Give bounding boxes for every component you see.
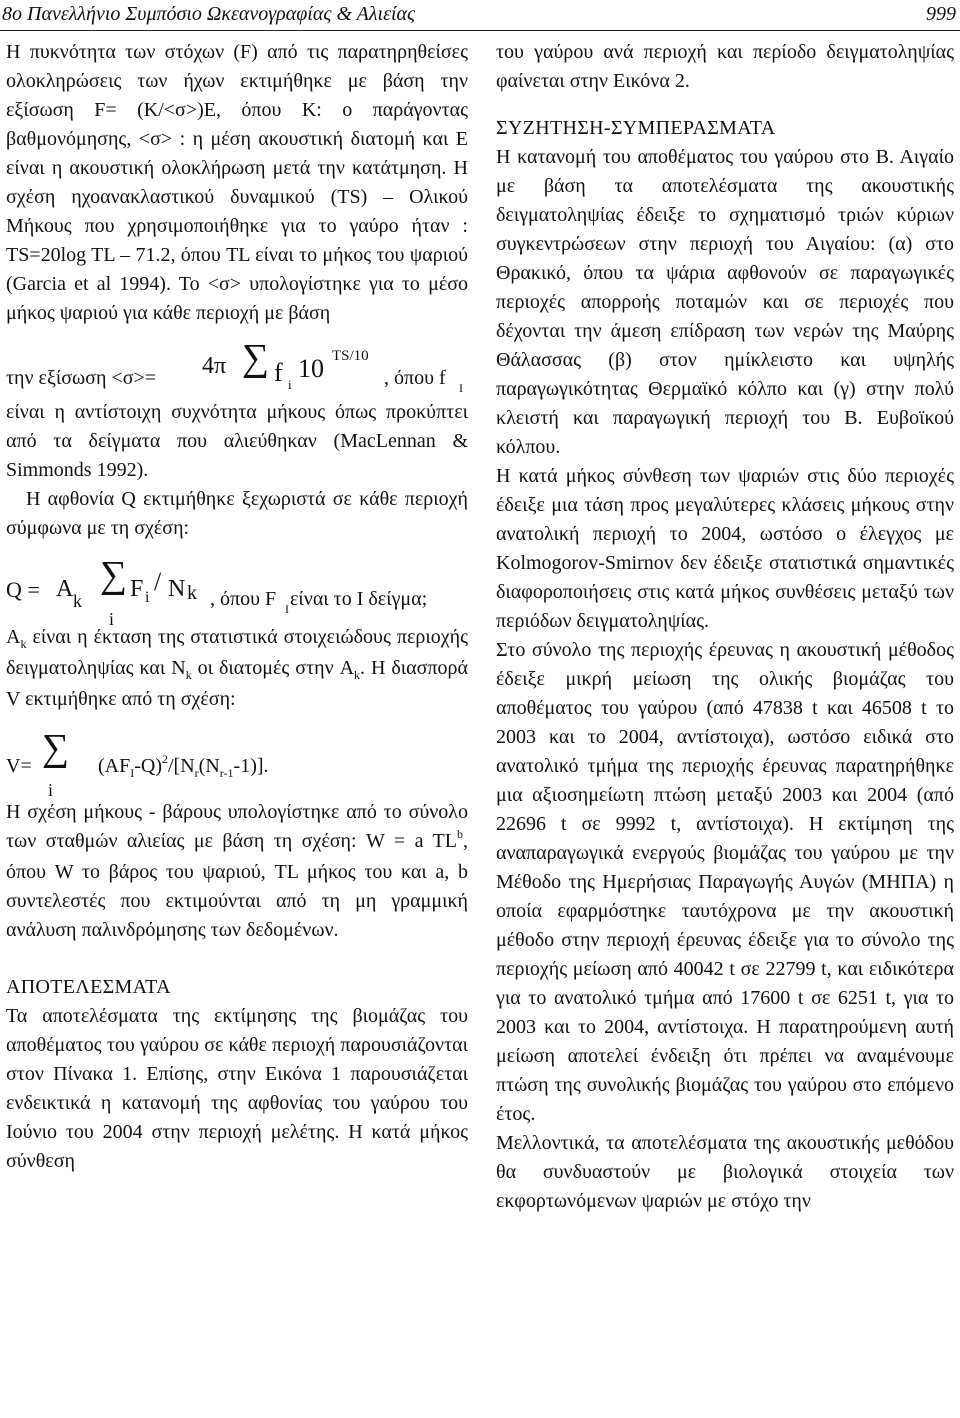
eq1-ten: 10 — [298, 354, 324, 383]
eq2-a-sub: k — [73, 591, 82, 611]
paragraph-fig2: του γαύρου ανά περιοχή και περίοδο δειγματοληψίας φαίνεται στην Εικόνα 2. — [496, 41, 954, 92]
eq1-prefix: την εξίσωση <σ>= — [6, 367, 157, 389]
text-transects: οι διατομές στην A — [191, 657, 355, 679]
equation-sigma — [6, 337, 468, 398]
eq1-4pi: 4π — [202, 353, 227, 379]
paragraph-length-weight — [6, 798, 468, 945]
eq1-f-sub: i — [288, 377, 292, 392]
eq2-suffix-sub: I — [285, 602, 289, 616]
eq1-suffix-sub: I — [459, 381, 463, 395]
paragraph-biomass: Στο σύνολο της περιοχής έρευνας η ακουστική μέθοδος έδειξε μικρή μείωση της ολικής βιομάζας του αποθέματος του γαύρου (από 47838 t και 46508 t το 2003 και το 2004, αντίστοιχα), ωστόσο ειδικά στο ανατολικό τμήμα της περιοχής έρευνας παρατηρήθηκε μια αξιοσημείωτη πτώση μεταξύ 2003 και 2004 (από 22696 t σε 9992 t, αντίστοιχα). Η εκτίμηση της αναπαραγωγικά ενεργούς βιομάζας του γαύρου με την Μέθοδο της Ημερήσιας Παραγωγής Αυγών (ΜΗΠΑ) η οποία εφαρμόστηκε ταυτόχρονα με την ακουστική μέθοδο στην περιοχή έρευνας έδειξε για το σύνολο της περιοχής μείωση από 40042 t σε 22799 t, και ειδικότερα για το ανατολικό τμήμα από 17600 t σε 6251 t, για το 2003 και το 2004, αντίστοιχα. Η παρατηρούμενη αυτή μείωση αποτελεί ένδειξη ότι πρέπει να αναμένουμε πτώση της συνολικής βιομάζας του γαύρου στο επόμενο έτος. — [496, 639, 954, 1125]
eq1-suffix: , όπου f — [384, 367, 446, 389]
eq3-v: V= — [6, 755, 32, 777]
sup-b: b — [457, 827, 463, 841]
heading-results: ΑΠΟΤΕΛΕΣΜΑΤΑ — [6, 976, 171, 998]
eq1-sum-symbol: ∑ — [242, 337, 270, 379]
eq3-part-d: (N — [198, 755, 220, 777]
eq2-f-sub: i — [145, 589, 150, 606]
eq2-f: F — [130, 576, 144, 602]
eq3-index: i — [48, 780, 54, 800]
eq2-index: i — [109, 609, 115, 629]
eq3-sum-symbol: ∑ — [42, 727, 70, 769]
sub-k: k — [185, 668, 192, 682]
paragraph-frequency: είναι η αντίστοιχη συχνότητα μήκους όπως προκύπτει από τα δείγματα που αλιεύθηκαν (MacLennan & Simmonds 1992). — [6, 401, 468, 481]
paragraph-distribution: Η κατανομή του αποθέματος του γαύρου στο Β. Αιγαίο με βάση τα αποτελέσματα της ακουστικής δειγματοληψίας έδειξε το σχηματισμό τριών κύριων συγκεντρώσεων στην περιοχή του Αιγαίου: (α) στο Θρακικό, όπου τα ψάρια αφθονούν σε παραγωγικές περιοχές απορροής ποταμών και σε περιοχές που δέχονται την άμεση επίδραση των νερών της Μαύρης Θάλασσας (β) στον ημίκλειστο και υψηλής παραγωγικότητας Θερμαϊκό κόλπο και (γ) στην πολύ κλειστή και παραγωγική περιοχή του Β. Ευβοϊκού κόλπου. — [496, 146, 954, 458]
text-a: A — [6, 626, 21, 648]
eq3-sub-r: r — [194, 766, 199, 780]
eq2-suffix: , όπου F — [210, 588, 277, 610]
eq2-a: A — [56, 576, 74, 602]
eq3-part-a: (AF — [98, 755, 131, 777]
equation-abundance — [6, 554, 468, 629]
paragraph-density: Η πυκνότητα των στόχων (F) από τις παρατηρηθείσες ολοκληρώσεις των ήχων εκτιμήθηκε με βάση την εξίσωση F= (K/<σ>)E, όπου K: ο παράγοντας βαθμονόμησης, <σ> : η μέση ακουστική διατομή και Ε είναι η ακουστική ολοκλήρωση μετά την κατάτμηση. Η σχέση ηχοανακλαστικού δυναμικού (TS) – Ολικού Μήκους που χρησιμοποιήθηκε για το γαύρο ήταν : TS=20log TL – 71.2, όπου TL είναι το μήκος του ψαριού (Garcia et al 1994). Το <σ> υπολογίστηκε για το μέσο μήκος ψαριού για κάθε περιοχή με βάση — [6, 41, 468, 324]
paragraph-results: Τα αποτελέσματα της εκτίμησης της βιομάζας του αποθέματος του γαύρου σε κάθε περιοχή παρουσιάζονται στον Πίνακα 1. Επίσης, στην Εικόνα 1 παρουσιάζεται ενδεικτικά η κατανομή της αφθονίας του γαύρου του Ιούνιο του 2004 στην περιοχή μελέτης. Η κατά μήκος σύνθεση — [6, 1005, 468, 1172]
left-column — [6, 38, 468, 1176]
heading-discussion: ΣΥΖΗΤΗΣΗ-ΣΥΜΠΕΡΑΣΜΑΤΑ — [496, 117, 776, 139]
equation-variance — [6, 727, 468, 800]
right-column — [496, 38, 954, 1216]
sub-k: k — [20, 637, 27, 651]
text-area: είναι η έκταση της στατιστικά στοιχειώδους περιοχής δειγματοληψίας και N — [6, 626, 468, 679]
text-variance: . Η διασπορά V εκτιμήθηκε από τη σχέση: — [6, 657, 468, 710]
eq3-sub-r1: r-1 — [219, 766, 234, 780]
eq1-f: f — [274, 358, 283, 387]
eq3-sub-i: I — [130, 766, 135, 780]
sub-k: k — [354, 668, 361, 682]
eq3-part-e: -1)]. — [233, 755, 269, 777]
eq3-sup-2: 2 — [162, 752, 168, 766]
eq2-slash: / — [154, 567, 162, 596]
eq2-n: N — [168, 576, 186, 602]
eq3-body — [98, 752, 269, 783]
page-number: 999 — [926, 3, 956, 25]
paragraph-abundance: Η αφθονία Q εκτιμήθηκε ξεχωριστά σε κάθε περιοχή σύμφωνα με τη σχέση: — [6, 488, 468, 539]
paragraph-area — [6, 623, 468, 714]
eq2-n-sub: k — [187, 582, 197, 604]
eq2-sum-symbol: ∑ — [100, 554, 128, 596]
text-lw2: , όπου W το βάρος του ψαριού, TL μήκος του και a, b συντελεστές που εκτιμούνται από τη μη γραμμική ανάλυση παλινδρόμησης των δεδομένων. — [6, 830, 468, 941]
paragraph-length-composition: Η κατά μήκος σύνθεση των ψαριών στις δύο περιοχές έδειξε μια τάση προς μεγαλύτερες κλάσεις μήκους στην ανατολική περιοχή το 2004, ωστόσο ο έλεγχος με Kolmogorov-Smirnov δεν έδειξε στατιστικά σημαντικές διαφοροποιήσεις στις κατά μήκος συνθέσεις μεταξύ των περιόδων δειγματοληψίας. — [496, 465, 954, 632]
text-lw: Η σχέση μήκους - βάρους υπολογίστηκε από το σύνολο των σταθμών αλιείας με βάση τη σχέση: W = a TL — [6, 801, 468, 852]
eq3-part-b: -Q) — [134, 755, 162, 777]
eq2-q: Q = — [6, 577, 40, 602]
running-header — [0, 0, 960, 31]
eq2-suffix2: είναι το I δείγμα; — [290, 588, 428, 610]
conference-title: 8ο Πανελλήνιο Συμπόσιο Ωκεανογραφίας & Αλιείας — [2, 3, 416, 25]
eq3-part-c: /[N — [168, 755, 195, 777]
eq1-exponent: TS/10 — [332, 348, 369, 364]
paragraph-future: Μελλοντικά, τα αποτελέσματα της ακουστικής μεθόδου θα συνδυαστούν με βιολογικά στοιχεία των εκφορτωνόμενων ψαριών με στόχο την — [496, 1132, 954, 1212]
